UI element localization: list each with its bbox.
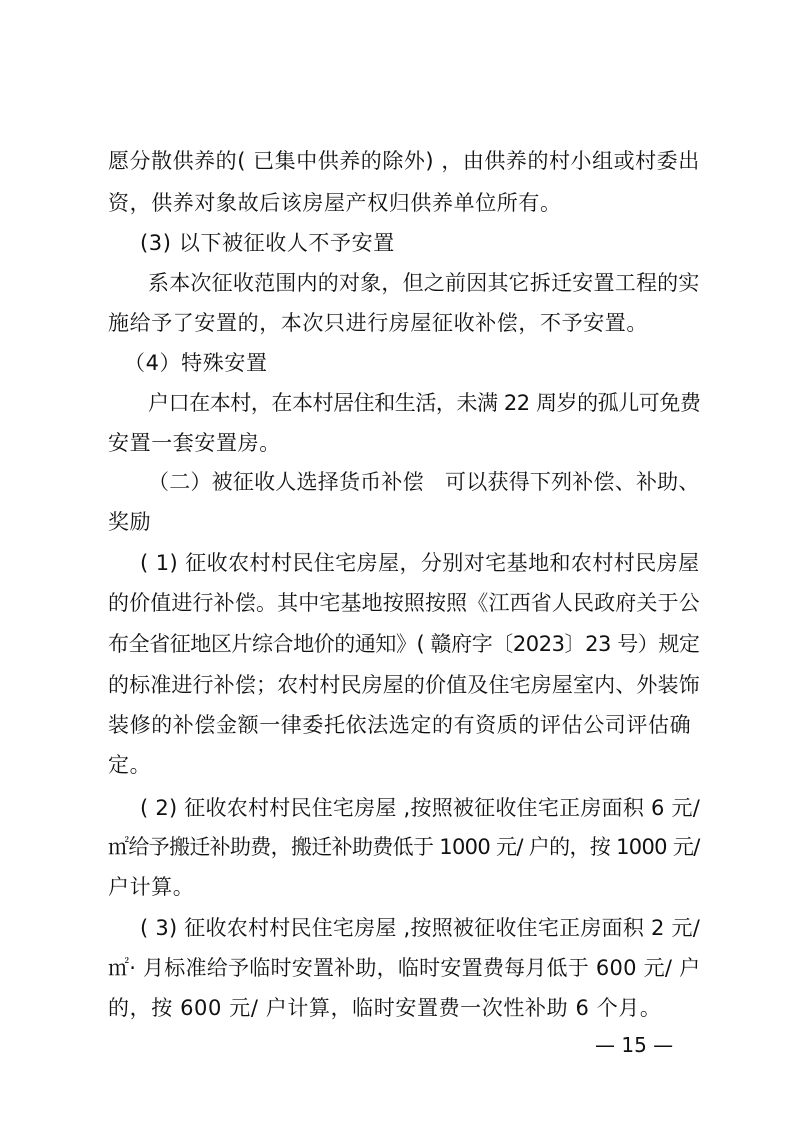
text-line: 安置一套安置房。 (108, 431, 281, 455)
text-line: ㎡给予搬迁补助费，搬迁补助费低于 1000 元/ 户的，按 1000 元/ (108, 835, 700, 859)
text-line: ㎡· 月标准给予临时安置补助，临时安置费每月低于 600 元/ 户 (108, 956, 701, 980)
text-line: ( 3) 征收农村村民住宅房屋 ,按照被征收住宅正房面积 2 元/ (140, 916, 701, 940)
text-line: 布全省征地区片综合地价的通知》( 赣府字〔2023〕23 号）规定 (108, 632, 700, 656)
text-line: ( 2) 征收农村村民住宅房屋 ,按照被征收住宅正房面积 6 元/ (140, 796, 701, 820)
text-line: 的标准进行补偿；农村村民房屋的价值及住宅房屋室内、外装饰 (108, 673, 700, 697)
section-heading: (3) 以下被征收人不予安置 (140, 231, 395, 255)
page-number: — 15 — (595, 1033, 674, 1057)
text-line: ( 1) 征收农村村民住宅房屋，分别对宅基地和农村村民房屋 (140, 551, 700, 575)
text-line: 户口在本村，在本村居住和生活，未满 22 周岁的孤儿可免费 (148, 391, 701, 415)
text-line: 的价值进行补偿。其中宅基地按照按照《江西省人民政府关于公 (108, 591, 700, 615)
text-line: 资，供养对象故后该房屋产权归供养单位所有。 (108, 191, 562, 215)
text-line: 奖励 (108, 510, 152, 534)
text-line: 愿分散供养的( 已集中供养的除外) ，由供养的村小组或村委出 (108, 149, 700, 173)
section-heading: （4）特殊安置 (124, 351, 268, 375)
section-heading: （二）被征收人选择货币补偿 可以获得下列补偿、补助、 (148, 470, 700, 494)
text-line: 系本次征收范围内的对象，但之前因其它拆迁安置工程的实 (148, 271, 700, 295)
text-line: 施给予了安置的，本次只进行房屋征收补偿，不予安置。 (108, 311, 648, 335)
text-line: 定。 (108, 753, 152, 777)
text-line: 的，按 600 元/ 户计算，临时安置费一次性补助 6 个月。 (108, 996, 662, 1020)
text-line: 装修的补偿金额一律委托依法选定的有资质的评估公司评估确 (108, 713, 692, 737)
text-line: 户计算。 (108, 875, 195, 899)
